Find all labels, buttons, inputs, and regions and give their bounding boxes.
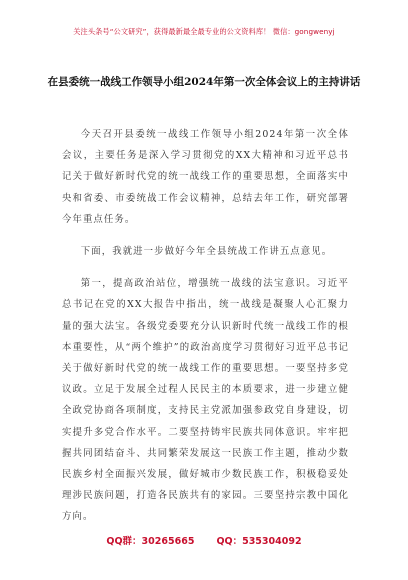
document-body [62, 124, 349, 528]
paragraph-point-one: 第一，提高政治站位，增强统一战线的法宝意识。习近平总书记在党的XX大报告中指出，统一战线是凝聚人心汇聚力量的强大法宝。各级党委要充分认识新时代统一战线工作的根本重要性，从“两个维护”的政治高度学习贯彻好习近平总书记关于做好新时代党的统一战线工作的重要思想。一要坚持多党议政。立足于发展全过程人民民主的本质要求，进一步建立健全政党协商各项制度，支持民主党派加强参政党自身建设，切实提升多党合作水平。二要坚持铸牢民族共同体意识。牢牢把握共同团结奋斗、共同繁荣发展这一民族工作主题，推动少数民族乡村全面振兴发展，做好城市少数民族工作，积极稳妥处理涉民族问题，打造各民族共有的家园。三要坚持宗教中国化方向。 [62, 278, 349, 523]
paragraph-outline: 下面，我就进一步做好今年全县统战工作讲五点意见。 [80, 246, 333, 258]
qq-group-number: QQ群：30265665 [106, 536, 195, 547]
document-title: 在县委统一战线工作领导小组2024年第一次全体会议上的主持讲话 [47, 76, 361, 88]
qq-number: QQ：535304092 [216, 536, 302, 547]
contact-footer [0, 533, 408, 547]
promo-banner: 关注头条号“公文研究”，获得最新最全最专业的公文资料库！ 微信：gongwenyj [73, 27, 335, 36]
paragraph-intro: 今天召开县委统一战线工作领导小组2024年第一次全体会议，主要任务是深入学习贯彻党的XX大精神和习近平总书记关于做好新时代党的统一战线工作的重要思想，全面落实中央和省委、市委统战工作会议精神，总结去年工作，研究部署今年重点任务。 [62, 129, 349, 225]
